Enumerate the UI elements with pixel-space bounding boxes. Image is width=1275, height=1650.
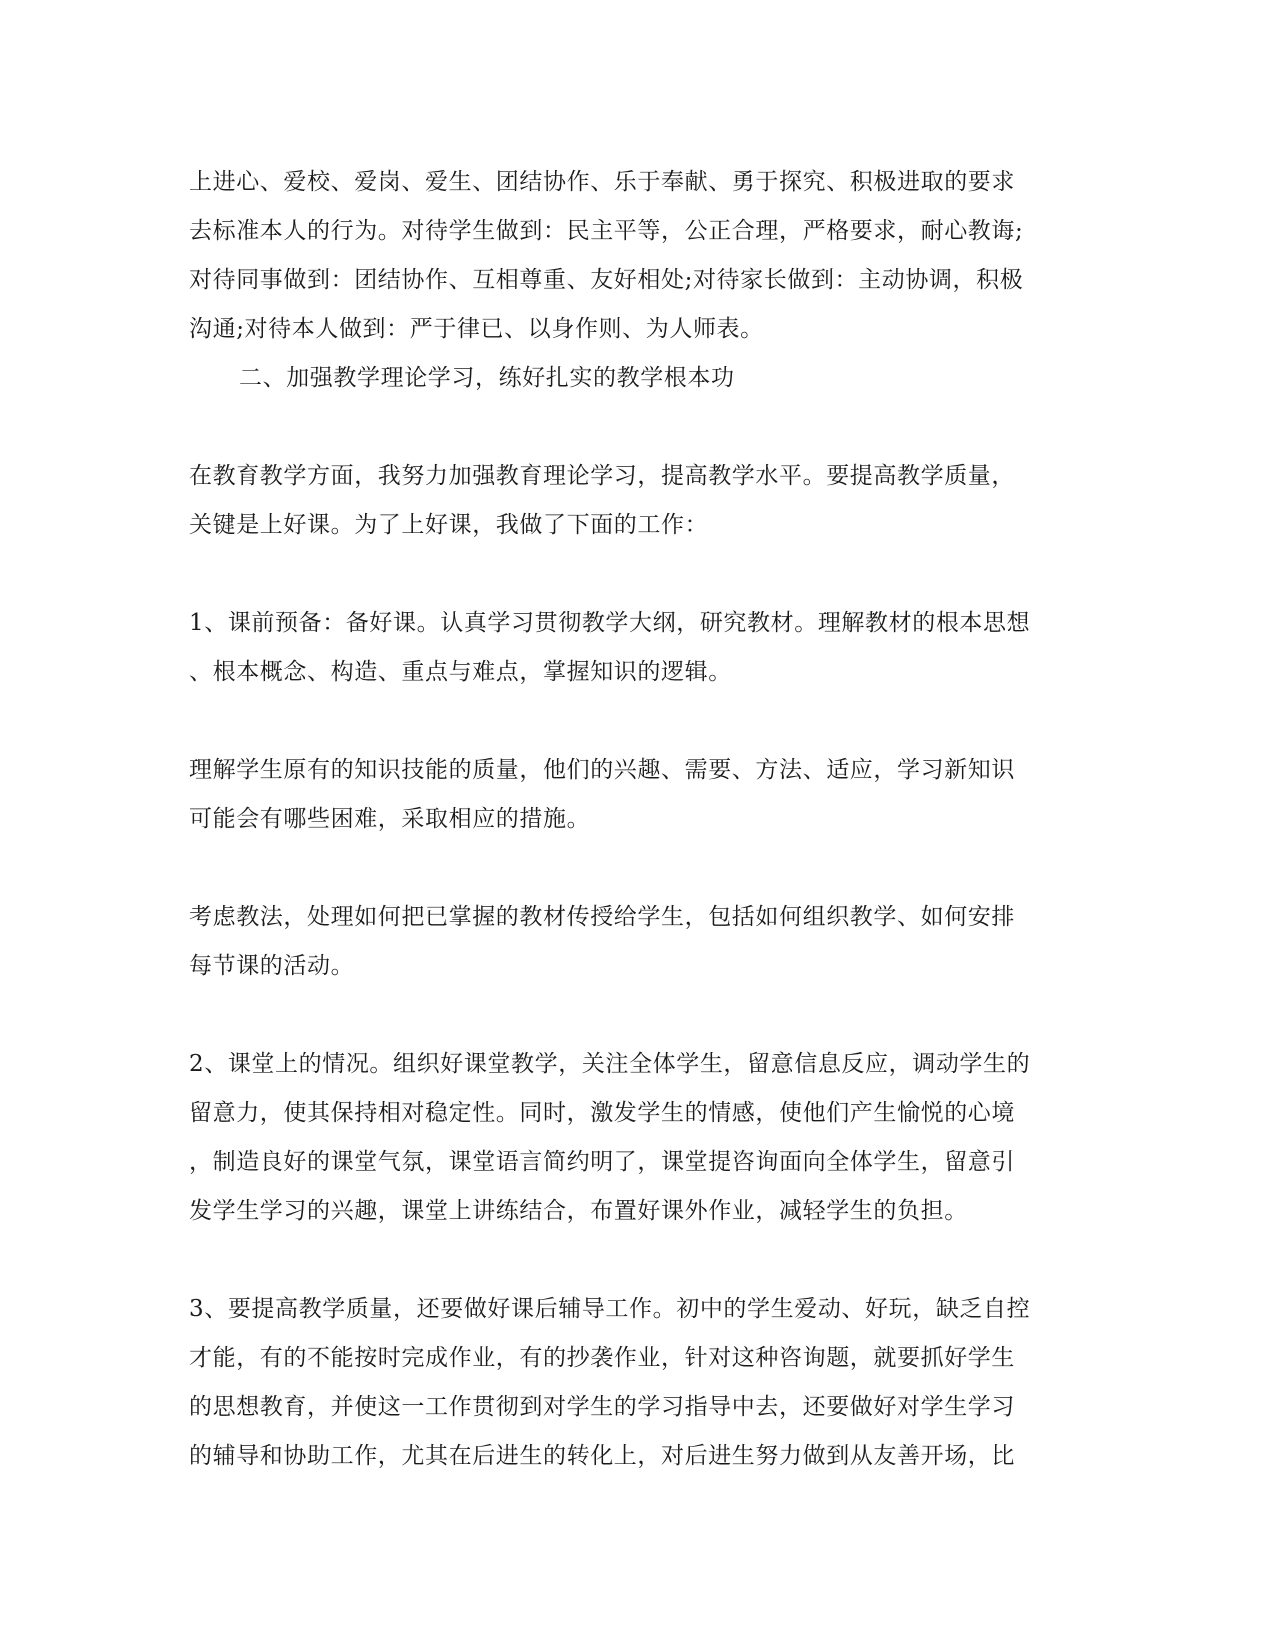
item-1-methods-paragraph xyxy=(189,893,1089,991)
text-line: 、根本概念、构造、重点与难点，掌握知识的逻辑。 xyxy=(189,659,732,685)
text-line: 发学生学习的兴趣，课堂上讲练结合，布置好课外作业，减轻学生的负担。 xyxy=(189,1198,968,1224)
text-line: 1、课前预备：备好课。认真学习贯彻教学大纲，研究教材。理解教材的根本思想 xyxy=(189,610,1031,636)
text-line: 关键是上好课。为了上好课，我做了下面的工作： xyxy=(189,512,709,538)
item-1-students-paragraph xyxy=(189,746,1089,844)
section-heading xyxy=(189,354,1089,403)
text-line: 每节课的活动。 xyxy=(189,953,355,979)
text-line: 考虑教法，处理如何把已掌握的教材传授给学生，包括如何组织教学、如何安排 xyxy=(189,904,1015,930)
teaching-paragraph xyxy=(189,452,1089,550)
text-line: ，制造良好的课堂气氛，课堂语言简约明了，课堂提咨询面向全体学生，留意引 xyxy=(189,1149,1015,1175)
text-line: 3、要提高教学质量，还要做好课后辅导工作。初中的学生爱动、好玩，缺乏自控 xyxy=(189,1296,1031,1322)
intro-paragraph xyxy=(189,158,1089,354)
item-2-paragraph xyxy=(189,1040,1089,1236)
text-line: 在教育教学方面，我努力加强教育理论学习，提高教学水平。要提高教学质量， xyxy=(189,463,1015,489)
item-1-paragraph xyxy=(189,599,1089,697)
section-heading-text: 二、加强教学理论学习，练好扎实的教学根本功 xyxy=(239,365,735,391)
text-line: 对待同事做到：团结协作、互相尊重、友好相处;对待家长做到：主动协调，积极 xyxy=(189,267,1024,293)
text-line: 上进心、爱校、爱岗、爱生、团结协作、乐于奉献、勇于探究、积极进取的要求 xyxy=(189,169,1015,195)
document-body xyxy=(189,158,1089,1481)
text-line: 的思想教育，并使这一工作贯彻到对学生的学习指导中去，还要做好对学生学习 xyxy=(189,1394,1015,1420)
text-line: 留意力，使其保持相对稳定性。同时，激发学生的情感，使他们产生愉悦的心境 xyxy=(189,1100,1015,1126)
text-line: 去标准本人的行为。对待学生做到：民主平等，公正合理，严格要求，耐心教诲; xyxy=(189,218,1024,244)
text-line: 2、课堂上的情况。组织好课堂教学，关注全体学生，留意信息反应，调动学生的 xyxy=(189,1051,1031,1077)
text-line: 沟通;对待本人做到：严于律已、以身作则、为人师表。 xyxy=(189,316,764,342)
text-line: 才能，有的不能按时完成作业，有的抄袭作业，针对这种咨询题，就要抓好学生 xyxy=(189,1345,1015,1371)
text-line: 的辅导和协助工作，尤其在后进生的转化上，对后进生努力做到从友善开场，比 xyxy=(189,1443,1015,1469)
item-3-paragraph xyxy=(189,1285,1089,1481)
text-line: 可能会有哪些困难，采取相应的措施。 xyxy=(189,806,591,832)
text-line: 理解学生原有的知识技能的质量，他们的兴趣、需要、方法、适应，学习新知识 xyxy=(189,757,1015,783)
